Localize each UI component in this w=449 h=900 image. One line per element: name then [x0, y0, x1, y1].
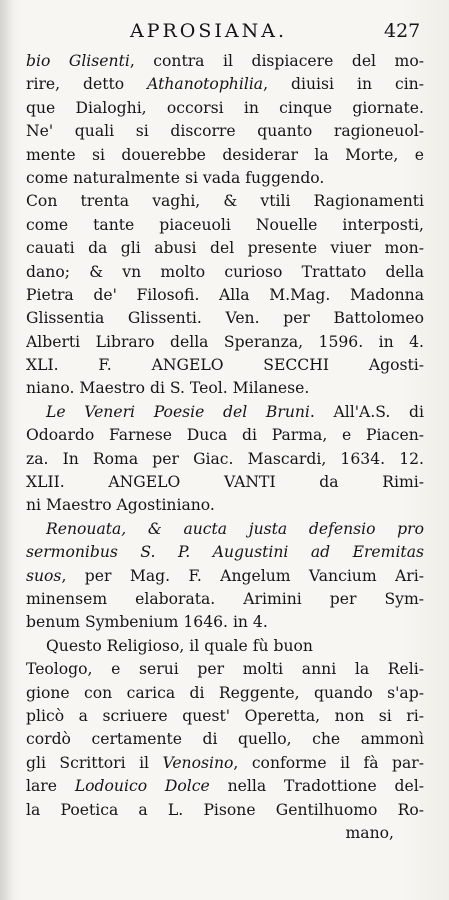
- text-span: , conforme il fà par-: [233, 753, 424, 772]
- text-span: mano,: [345, 823, 394, 842]
- text-span: la Poetica a L. Pisone Gentilhuomo Ro-: [26, 800, 424, 819]
- text-span: Teologo, e serui per molti anni la Reli-: [26, 660, 424, 679]
- text-span: XLI. F. ANGELO SECCHI Agosti-: [26, 356, 424, 375]
- text-span: come tante piaceuoli Nouelle interposti,: [26, 215, 424, 234]
- text-span: XLII. ANGELO VANTI da Rimi-: [26, 473, 424, 492]
- text-line: [26, 588, 424, 611]
- text-line: [26, 705, 424, 728]
- text-span: lare: [26, 777, 75, 796]
- page-number: 427: [384, 20, 421, 42]
- text-span: Ne' quali si discorre quanto ragioneuol-: [26, 122, 424, 141]
- text-line: [26, 307, 424, 330]
- text-span: que Dialoghi, occorsi in cinque giornate.: [26, 98, 424, 117]
- text-line: [26, 120, 424, 143]
- text-line: [26, 354, 424, 377]
- text-line: [26, 190, 424, 213]
- italic-text: bio Glisenti: [26, 52, 130, 70]
- italic-text: Lodouico Dolce: [74, 777, 210, 796]
- text-line: [26, 728, 424, 751]
- text-line: [26, 214, 424, 237]
- text-line: [26, 822, 424, 845]
- text-line: [26, 167, 424, 190]
- text-span: mente si douerebbe desiderar la Morte, e: [26, 145, 424, 164]
- text-span: . All'A.S. di: [309, 402, 424, 421]
- text-line: [26, 284, 424, 307]
- text-span: Pietra de' Filosofi. Alla M.Mag. Madonna: [26, 285, 424, 304]
- page-header: [0, 20, 449, 46]
- text-line: [26, 237, 424, 260]
- italic-text: sermonibus S. P. Augustini ad Eremitas: [26, 543, 424, 562]
- text-span: nella Tradottione del-: [209, 777, 424, 796]
- text-line: [26, 401, 424, 424]
- text-span: come naturalmente si vada fuggendo.: [26, 168, 325, 187]
- text-span: cordò certamente di quello, che ammonì: [26, 730, 424, 749]
- text-span: gione con carica di Reggente, quando s'ap-: [26, 683, 424, 702]
- text-line: [26, 471, 424, 494]
- text-span: ni Maestro Agostiniano.: [26, 496, 215, 515]
- italic-text: Venosino: [162, 753, 234, 772]
- text-span: plicò a scriuere quest' Operetta, non si ri-: [26, 706, 424, 725]
- text-line: [26, 424, 424, 447]
- text-line: [26, 73, 424, 96]
- text-span: benum Symbenium 1646. in 4.: [26, 613, 268, 632]
- text-span: Glissentia Glissenti. Ven. per Battolomeo: [26, 309, 424, 328]
- text-line: [26, 518, 424, 541]
- text-line: [26, 611, 424, 634]
- text-line: [26, 565, 424, 588]
- text-span: , contra il dispiacere del mo-: [129, 52, 424, 70]
- text-line: [26, 97, 424, 120]
- text-span: gli Scrittori il: [26, 753, 163, 772]
- text-line: [26, 494, 424, 517]
- text-span: , per Mag. F. Angelum Vancium Ari-: [61, 566, 424, 585]
- running-head: APROSIANA.: [130, 20, 288, 42]
- text-line: [26, 541, 424, 564]
- text-span: Odoardo Farnese Duca di Parma, e Piacen-: [26, 426, 424, 445]
- text-span: dano; & vn molto curioso Trattato della: [26, 262, 424, 281]
- text-span: Alberti Libraro della Speranza, 1596. in 4.: [26, 332, 424, 351]
- text-line: [26, 377, 424, 400]
- text-line: [26, 50, 424, 73]
- gutter-shadow: [0, 0, 14, 900]
- text-line: [26, 448, 424, 471]
- text-span: minensem elaborata. Arimini per Sym-: [26, 589, 424, 608]
- text-line: [26, 261, 424, 284]
- text-span: , diuisi in cin-: [263, 75, 424, 94]
- italic-text: Le Veneri Poesie del Bruni: [46, 402, 310, 421]
- text-line: [26, 775, 424, 798]
- text-line: [26, 799, 424, 822]
- text-line: [26, 331, 424, 354]
- text-line: [26, 144, 424, 167]
- text-span: za. In Roma per Giac. Mascardi, 1634. 12.: [26, 449, 424, 468]
- body-text: [26, 50, 424, 845]
- text-line: [26, 658, 424, 681]
- italic-text: suos: [26, 566, 62, 585]
- text-span: Con trenta vaghi, & vtili Ragionamenti: [26, 192, 424, 211]
- italic-text: Athanotophilia: [147, 75, 264, 94]
- italic-text: Renouata, & aucta justa defensio pro: [46, 519, 424, 538]
- text-span: niano. Maestro di S. Teol. Milanese.: [26, 379, 310, 398]
- text-line: [26, 752, 424, 775]
- text-line: [26, 635, 424, 658]
- text-span: rire, detto: [26, 75, 148, 94]
- text-line: [26, 682, 424, 705]
- text-span: Questo Religioso, il quale fù buon: [46, 636, 313, 655]
- text-span: cauati da gli abusi del presente viuer mon-: [26, 239, 424, 258]
